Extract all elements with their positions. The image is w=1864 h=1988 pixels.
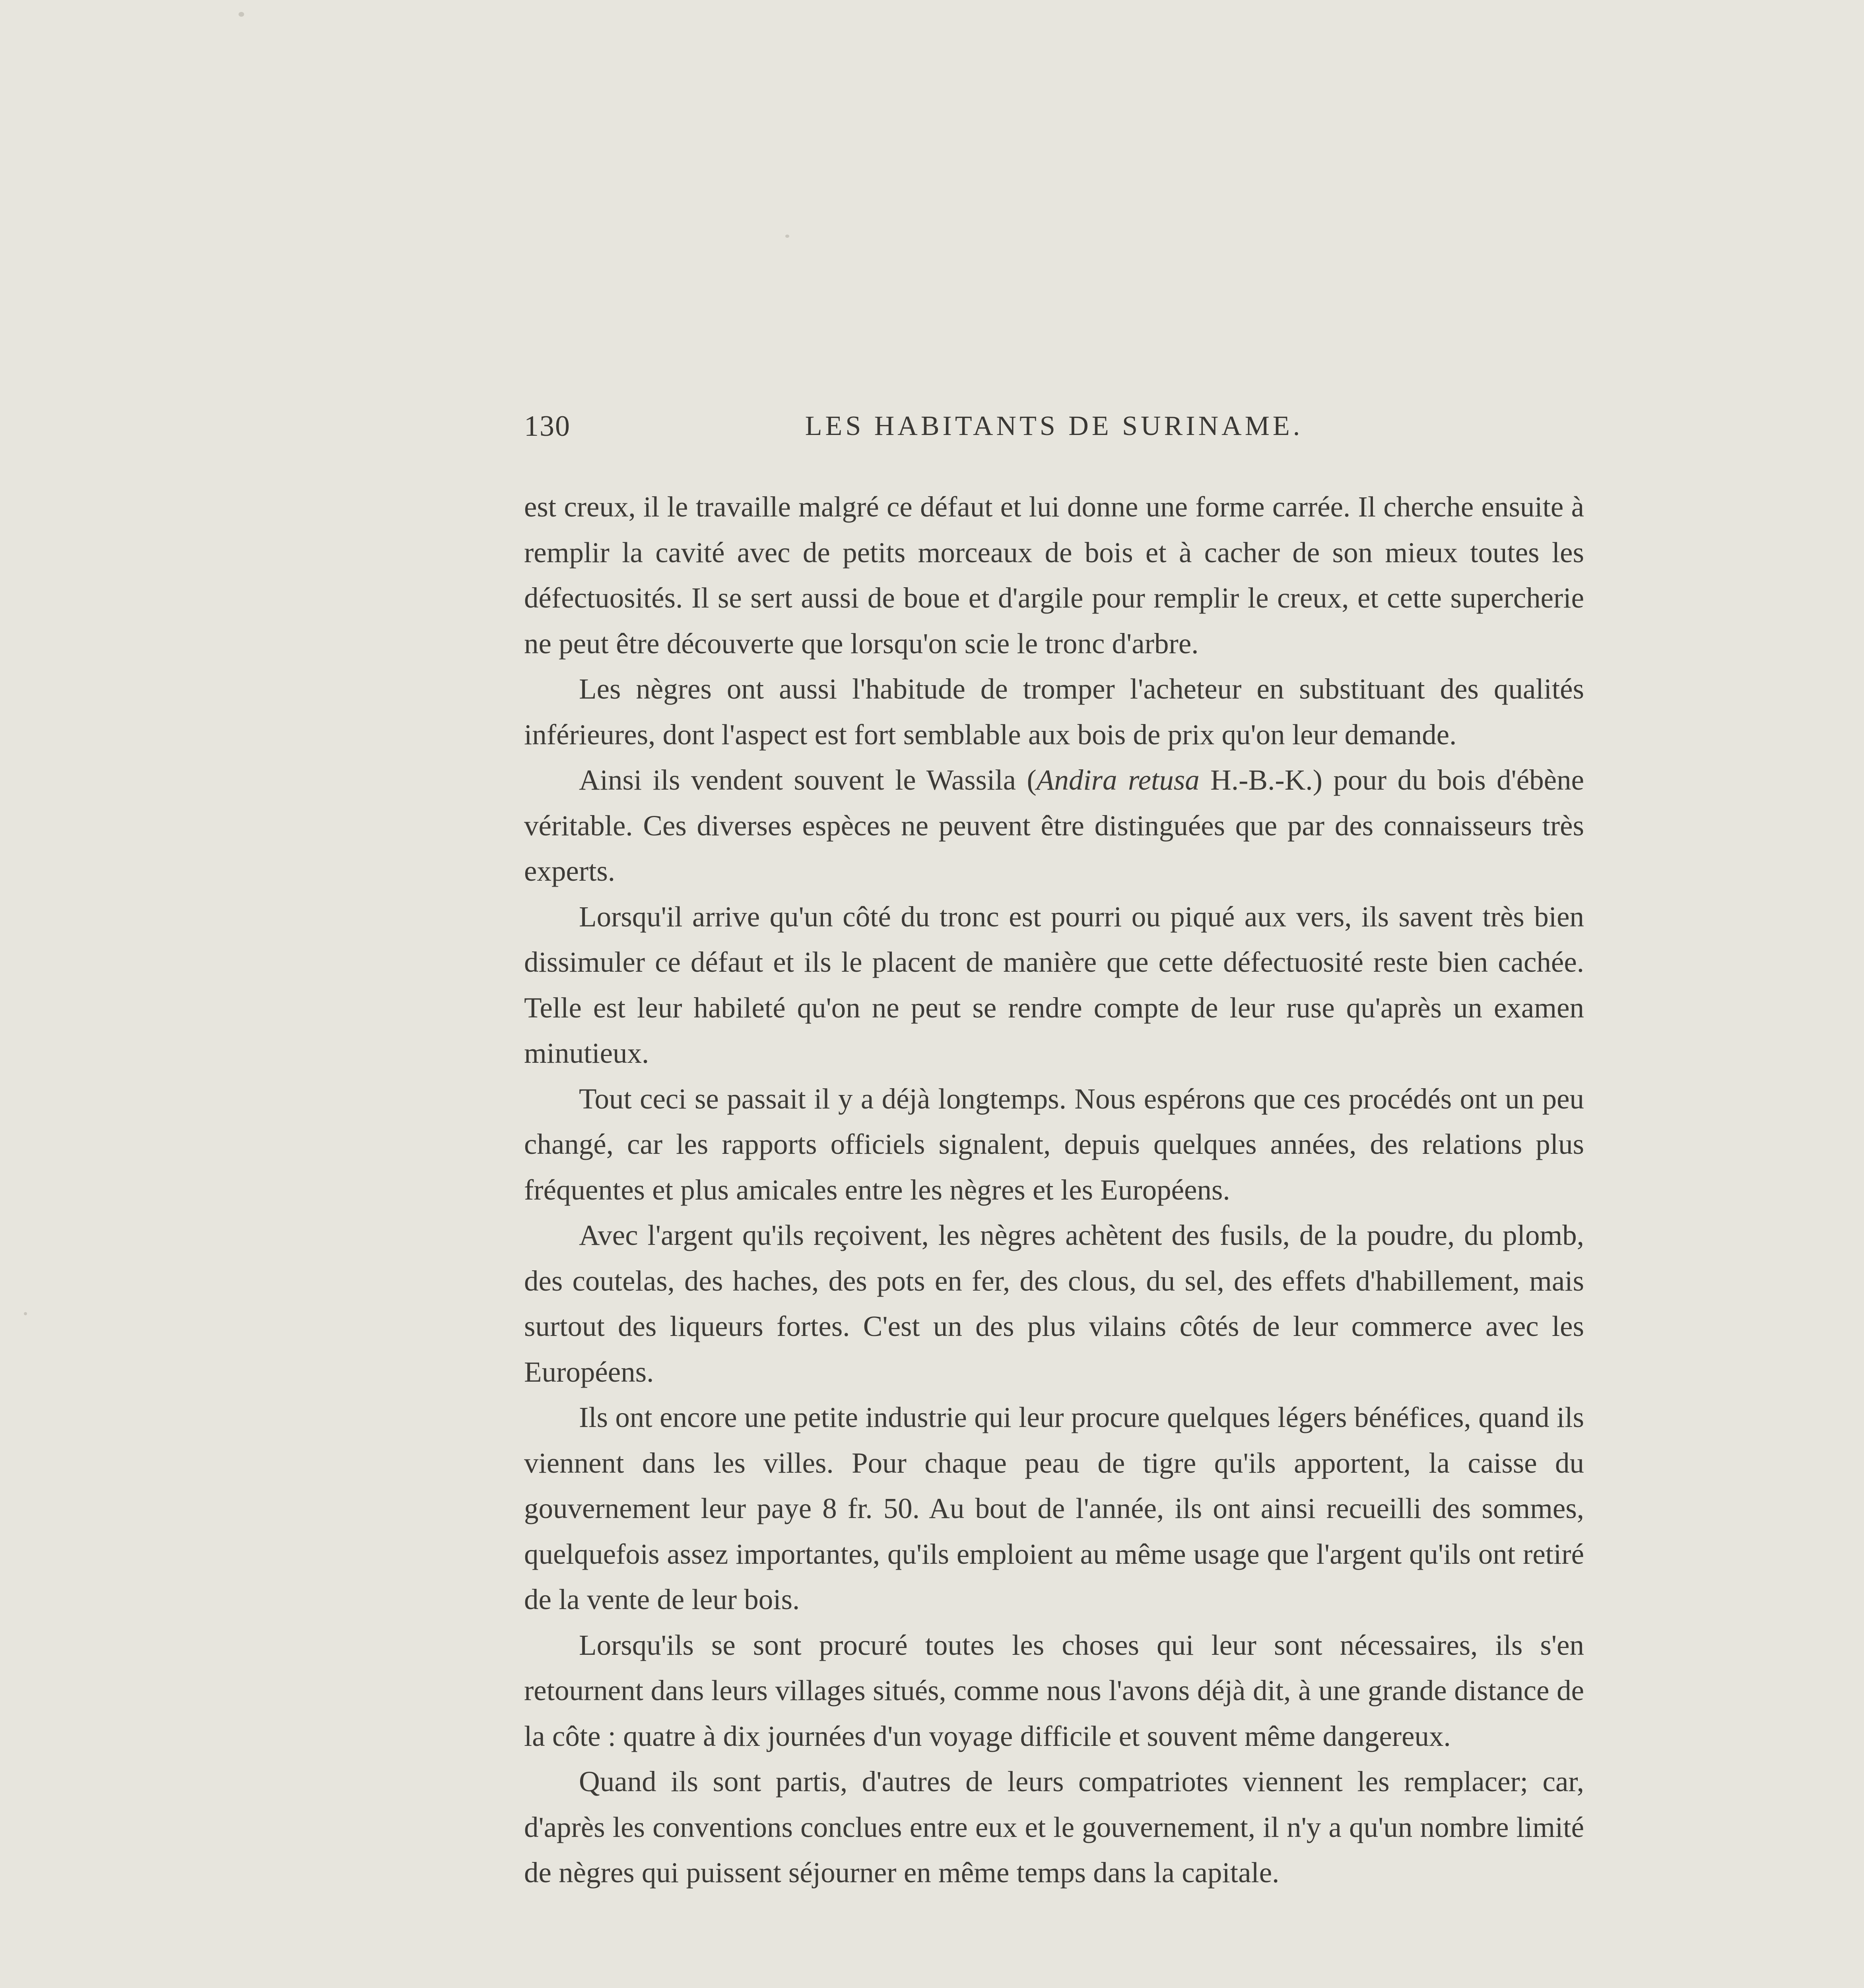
body-text <box>524 484 1584 1896</box>
paper-speck <box>239 12 244 17</box>
running-title: LES HABITANTS DE SURINAME. <box>805 411 1303 441</box>
paragraph: est creux, il le travaille malgré ce défaut et lui donne une forme carrée. Il cherche ensuite à remplir la cavité avec de petits morceaux de bois et à cacher de son mieux toutes les défectuosités. Il se sert aussi de boue et d'argile pour remplir le creux, et cette supercherie ne peut être découverte que lorsqu'on scie le tronc d'arbre. <box>524 491 1584 660</box>
paragraph: Ils ont encore une petite industrie qui leur procure quelques légers bénéfices, quand ils viennent dans les villes. Pour chaque peau de tigre qu'ils apportent, la caisse du gouvernement leur paye 8 fr. 50. Au bout de l'année, ils ont ainsi recueilli des sommes, quelquefois assez importantes, qu'ils emploient au même usage que l'argent qu'ils ont retiré de la vente de leur bois. <box>524 1401 1584 1615</box>
page-header <box>524 406 1584 446</box>
paragraph: Tout ceci se passait il y a déjà longtemps. Nous espérons que ces procédés ont un peu changé, car les rapports officiels signalent, depuis quelques années, des relations plus fréquentes et plus amicales entre les nègres et les Européens. <box>524 1082 1584 1206</box>
paragraph: Lorsqu'il arrive qu'un côté du tronc est pourri ou piqué aux vers, ils savent très bien dissimuler ce défaut et ils le placent de manière que cette défectuosité reste bien cachée. Telle est leur habileté qu'on ne peut se rendre compte de leur ruse qu'après un examen minutieux. <box>524 900 1584 1069</box>
paragraph: Les nègres ont aussi l'habitude de tromper l'acheteur en substituant des qualités inférieures, dont l'aspect est fort semblable aux bois de prix qu'on leur demande. <box>524 673 1584 751</box>
paragraph: Quand ils sont partis, d'autres de leurs compatriotes viennent les remplacer; car, d'après les conventions conclues entre eux et le gouvernement, il n'y a qu'un nombre limité de nègres qui puissent séjourner en même temps dans la capitale. <box>524 1765 1584 1889</box>
paragraph: Avec l'argent qu'ils reçoivent, les nègres achètent des fusils, de la poudre, du plomb, des coutelas, des haches, des pots en fer, des clous, du sel, des effets d'habillement, mais surtout des liqueurs fortes. C'est un des plus vilains côtés de leur commerce avec les Européens. <box>524 1219 1584 1388</box>
paper-speck <box>24 1312 27 1315</box>
paragraph: Lorsqu'ils se sont procuré toutes les choses qui leur sont nécessaires, ils s'en retournent dans leurs villages situés, comme nous l'avons déjà dit, à une grande distance de la côte : quatre à dix journées d'un voyage difficile et souvent même dangereux. <box>524 1629 1584 1752</box>
paragraph-text: Ainsi ils vendent souvent le Wassila ( <box>579 764 1037 796</box>
paragraph-text: H.-B.-K.) pour du bois d'ébène véritable. Ces diverses espèces ne peuvent être distinguées que par des connaisseurs très experts. <box>524 764 1584 887</box>
page-number: 130 <box>524 410 571 443</box>
paragraph <box>524 757 1584 894</box>
paper-speck <box>785 235 789 238</box>
species-name: Andira retusa <box>1036 764 1200 796</box>
